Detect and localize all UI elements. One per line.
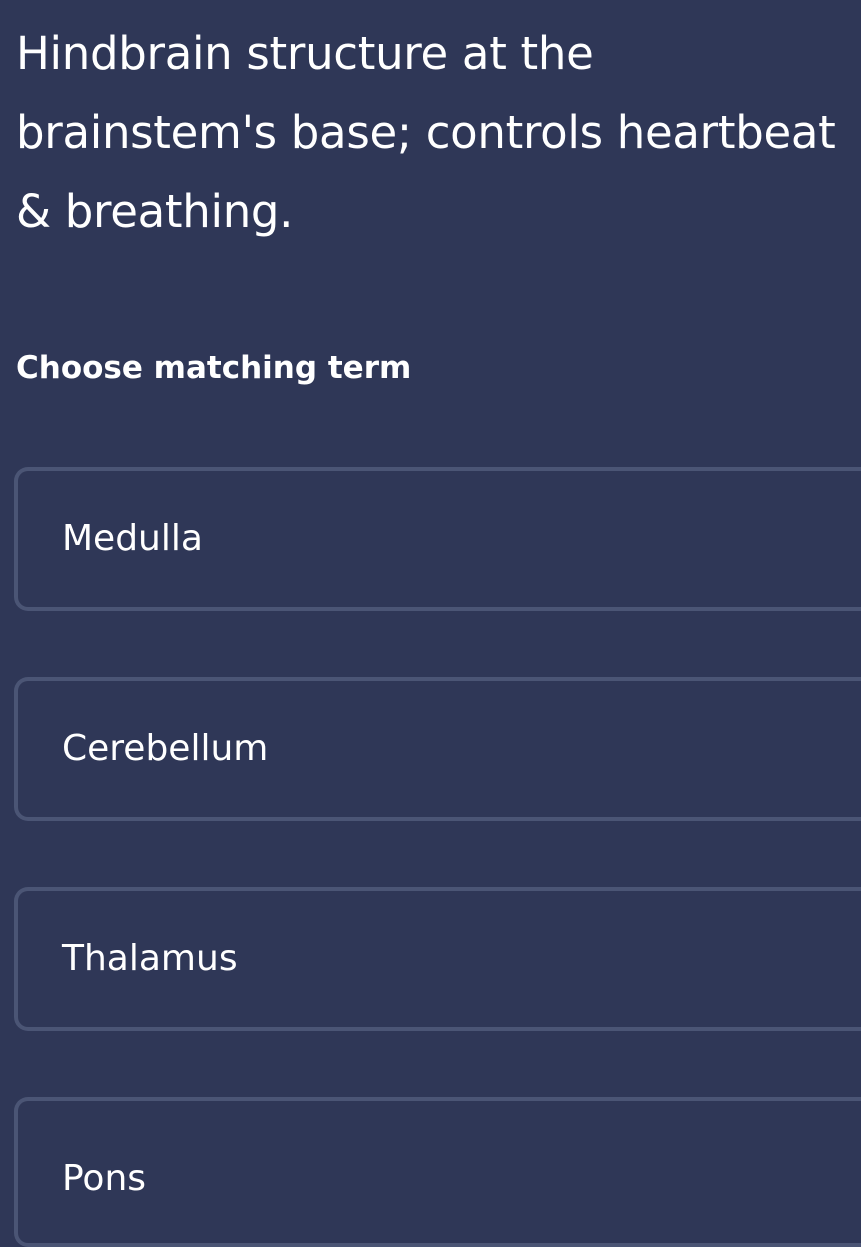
option-medulla[interactable]	[14, 467, 861, 611]
option-label: Cerebellum	[62, 728, 269, 769]
option-label: Pons	[62, 1158, 147, 1199]
option-label: Thalamus	[62, 938, 238, 979]
option-cerebellum[interactable]	[14, 677, 861, 821]
option-label: Medulla	[62, 518, 203, 559]
question-text: Hindbrain structure at the brainstem's base; controls heartbeat & breathing.	[16, 27, 836, 238]
option-thalamus[interactable]	[14, 887, 861, 1031]
option-pons[interactable]	[14, 1097, 861, 1247]
choose-prompt: Choose matching term	[16, 350, 412, 386]
